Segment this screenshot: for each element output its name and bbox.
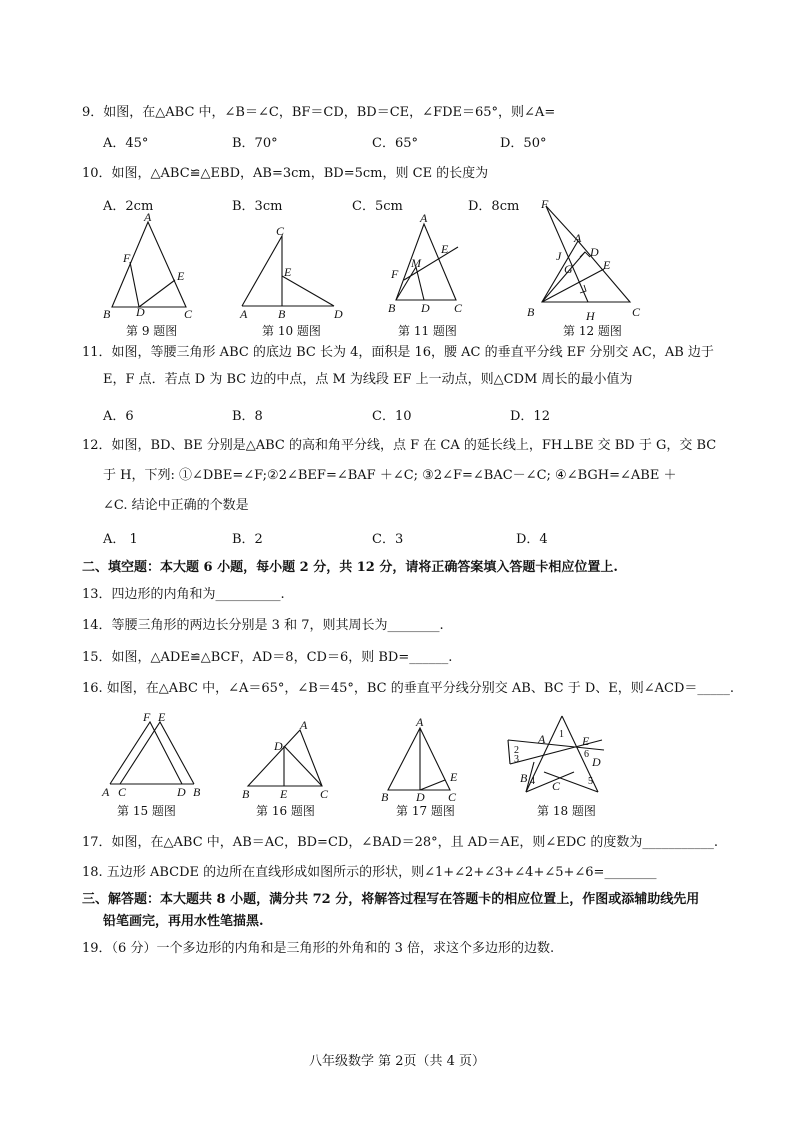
q11-option-c: C．10 bbox=[372, 409, 412, 424]
q11-option-b: B．8 bbox=[232, 409, 263, 424]
svg-text:2: 2 bbox=[514, 745, 519, 756]
figure-q18 bbox=[504, 712, 614, 800]
q9-stem: 9．如图，在△ABC 中，∠B＝∠C，BF＝CD，BD＝CE，∠FDE＝65°，则∠A= bbox=[82, 105, 556, 120]
svg-text:1: 1 bbox=[559, 729, 564, 740]
q10-option-d: D．8cm bbox=[468, 199, 520, 214]
q9-option-c: C．65° bbox=[372, 136, 418, 151]
q12-line2: 于 H，下列: ①∠DBE=∠F;②2∠BEF=∠BAF ＋∠C; ③2∠F=∠BAC－∠C; ④∠BGH=∠ABE ＋ bbox=[103, 468, 677, 483]
q10-stem: 10．如图，△ABC≌△EBD，AB=3cm，BD=5cm，则 CE 的长度为 bbox=[82, 166, 489, 181]
svg-text:C: C bbox=[454, 301, 463, 315]
q11-line2: E，F 点．若点 D 为 BC 边的中点，点 M 为线段 EF 上一动点，则△CDM 周长的最小值为 bbox=[103, 372, 633, 387]
q19-text: 19．（6 分）一个多边形的内角和是三角形的外角和的 3 倍，求这个多边形的边数. bbox=[82, 941, 555, 956]
svg-text:F: F bbox=[541, 197, 549, 211]
svg-text:A: A bbox=[574, 231, 582, 245]
q13-text: 13．四边形的内角和为__________. bbox=[82, 587, 285, 602]
svg-text:B: B bbox=[381, 790, 389, 804]
svg-text:A: A bbox=[300, 718, 308, 732]
caption-fig15: 第 15 题图 bbox=[117, 804, 176, 818]
svg-text:B: B bbox=[278, 307, 286, 321]
svg-text:D: D bbox=[590, 245, 599, 259]
q12-line1: 12．如图，BD、BE 分别是△ABC 的高和角平分线，点 F 在 CA 的延长线上，FH⊥BE 交 BD 于 G，交 BC bbox=[82, 438, 717, 453]
svg-text:D: D bbox=[592, 755, 601, 769]
svg-text:A: A bbox=[102, 785, 110, 799]
q12-option-c: C．3 bbox=[372, 532, 404, 547]
svg-text:B: B bbox=[520, 771, 528, 785]
svg-text:B: B bbox=[242, 787, 250, 801]
svg-text:M: M bbox=[411, 256, 421, 270]
section2-heading: 二、填空题：本大题 6 小题，每小题 2 分，共 12 分，请将正确答案填入答题卡相应位置上. bbox=[82, 560, 618, 575]
svg-text:E: E bbox=[450, 770, 458, 784]
figure-q15 bbox=[98, 710, 210, 802]
figure-q12 bbox=[522, 197, 652, 323]
svg-text:E: E bbox=[603, 258, 611, 272]
caption-fig16: 第 16 题图 bbox=[256, 804, 315, 818]
svg-text:C: C bbox=[118, 785, 127, 799]
q12-option-a: A． 1 bbox=[103, 532, 138, 547]
q12-line3: ∠C. 结论中正确的个数是 bbox=[103, 498, 249, 513]
svg-text:5: 5 bbox=[588, 776, 593, 787]
q16-text: 16. 如图，在△ABC 中，∠A＝65°，∠B＝45°，BC 的垂直平分线分别交 AB、BC 于 D、E，则∠ACD＝_____. bbox=[82, 681, 735, 696]
q9-option-d: D．50° bbox=[500, 136, 547, 151]
svg-text:J: J bbox=[556, 249, 562, 263]
q9-option-a: A．45° bbox=[103, 136, 149, 151]
svg-text:H: H bbox=[586, 309, 595, 323]
caption-fig11: 第 11 题图 bbox=[398, 324, 457, 338]
figure-q17 bbox=[378, 712, 478, 802]
q11-line1: 11．如图，等腰三角形 ABC 的底边 BC 长为 4，面积是 16，腰 AC 的垂直平分线 EF 分别交 AC，AB 边于 bbox=[82, 345, 714, 360]
svg-text:D: D bbox=[177, 785, 186, 799]
svg-text:D: D bbox=[334, 307, 343, 321]
svg-text:C: C bbox=[276, 224, 285, 238]
svg-text:E: E bbox=[284, 265, 292, 279]
q11-option-d: D．12 bbox=[510, 409, 550, 424]
caption-fig17: 第 17 题图 bbox=[396, 804, 455, 818]
svg-text:B: B bbox=[388, 301, 396, 315]
svg-text:D: D bbox=[421, 301, 430, 315]
svg-text:E: E bbox=[280, 787, 288, 801]
svg-text:C: C bbox=[320, 787, 329, 801]
svg-text:6: 6 bbox=[584, 749, 589, 760]
q10-option-a: A．2cm bbox=[103, 199, 154, 214]
q12-option-d: D．4 bbox=[516, 532, 548, 547]
q12-option-b: B．2 bbox=[232, 532, 263, 547]
svg-text:B: B bbox=[193, 785, 201, 799]
caption-fig12: 第 12 题图 bbox=[563, 324, 622, 338]
svg-text:A: A bbox=[144, 210, 152, 224]
svg-text:F: F bbox=[123, 251, 131, 265]
svg-text:C: C bbox=[448, 790, 457, 804]
q17-text: 17．如图，在△ABC 中，AB＝AC，BD=CD，∠BAD＝28°，且 AD＝AE，则∠EDC 的度数为___________. bbox=[82, 835, 718, 850]
caption-fig18: 第 18 题图 bbox=[537, 804, 596, 818]
svg-text:B: B bbox=[103, 307, 111, 321]
svg-text:D: D bbox=[274, 739, 283, 753]
svg-text:F: F bbox=[143, 710, 151, 724]
svg-text:C: C bbox=[552, 779, 561, 793]
svg-text:A: A bbox=[240, 307, 248, 321]
section3-heading-line2: 铅笔画完，再用水性笔描黑. bbox=[103, 914, 264, 929]
svg-text:A: A bbox=[420, 211, 428, 225]
q10-option-c: C．5cm bbox=[352, 199, 403, 214]
svg-text:E: E bbox=[158, 710, 166, 724]
caption-fig10: 第 10 题图 bbox=[262, 324, 321, 338]
svg-text:C: C bbox=[632, 305, 641, 319]
q18-text: 18. 五边形 ABCDE 的边所在直线形成如图所示的形状，则∠1+∠2+∠3+∠4+∠5+∠6=________ bbox=[82, 865, 657, 880]
svg-text:E: E bbox=[582, 734, 590, 748]
figure-q9 bbox=[100, 210, 200, 321]
svg-text:3: 3 bbox=[514, 754, 519, 765]
svg-text:B: B bbox=[527, 305, 535, 319]
figure-q16 bbox=[238, 716, 338, 802]
q9-option-b: B．70° bbox=[232, 136, 278, 151]
svg-text:E: E bbox=[177, 269, 185, 283]
q11-option-a: A．6 bbox=[103, 409, 134, 424]
q15-text: 15．如图，△ADE≌△BCF，AD＝8，CD＝6，则 BD=______. bbox=[82, 650, 453, 665]
svg-text:A: A bbox=[538, 732, 546, 746]
svg-text:D: D bbox=[416, 790, 425, 804]
svg-text:A: A bbox=[416, 715, 424, 729]
svg-text:F: F bbox=[391, 267, 399, 281]
svg-text:4: 4 bbox=[530, 776, 535, 787]
svg-text:E: E bbox=[441, 242, 449, 256]
figure-q10 bbox=[238, 224, 348, 321]
figure-q11 bbox=[384, 212, 484, 318]
section3-heading-line1: 三、解答题：本大题共 8 小题，满分共 72 分，将解答过程写在答题卡的相应位置上，作图或添辅助线先用 bbox=[82, 892, 700, 907]
svg-text:C: C bbox=[184, 307, 193, 321]
svg-text:G: G bbox=[564, 262, 573, 276]
caption-fig9: 第 9 题图 bbox=[126, 324, 178, 338]
q10-option-b: B．3cm bbox=[232, 199, 283, 214]
q14-text: 14．等腰三角形的两边长分别是 3 和 7，则其周长为________. bbox=[82, 618, 444, 633]
svg-text:D: D bbox=[136, 305, 145, 319]
page-footer: 八年级数学 第 2页（共 4 页） bbox=[308, 1054, 486, 1069]
